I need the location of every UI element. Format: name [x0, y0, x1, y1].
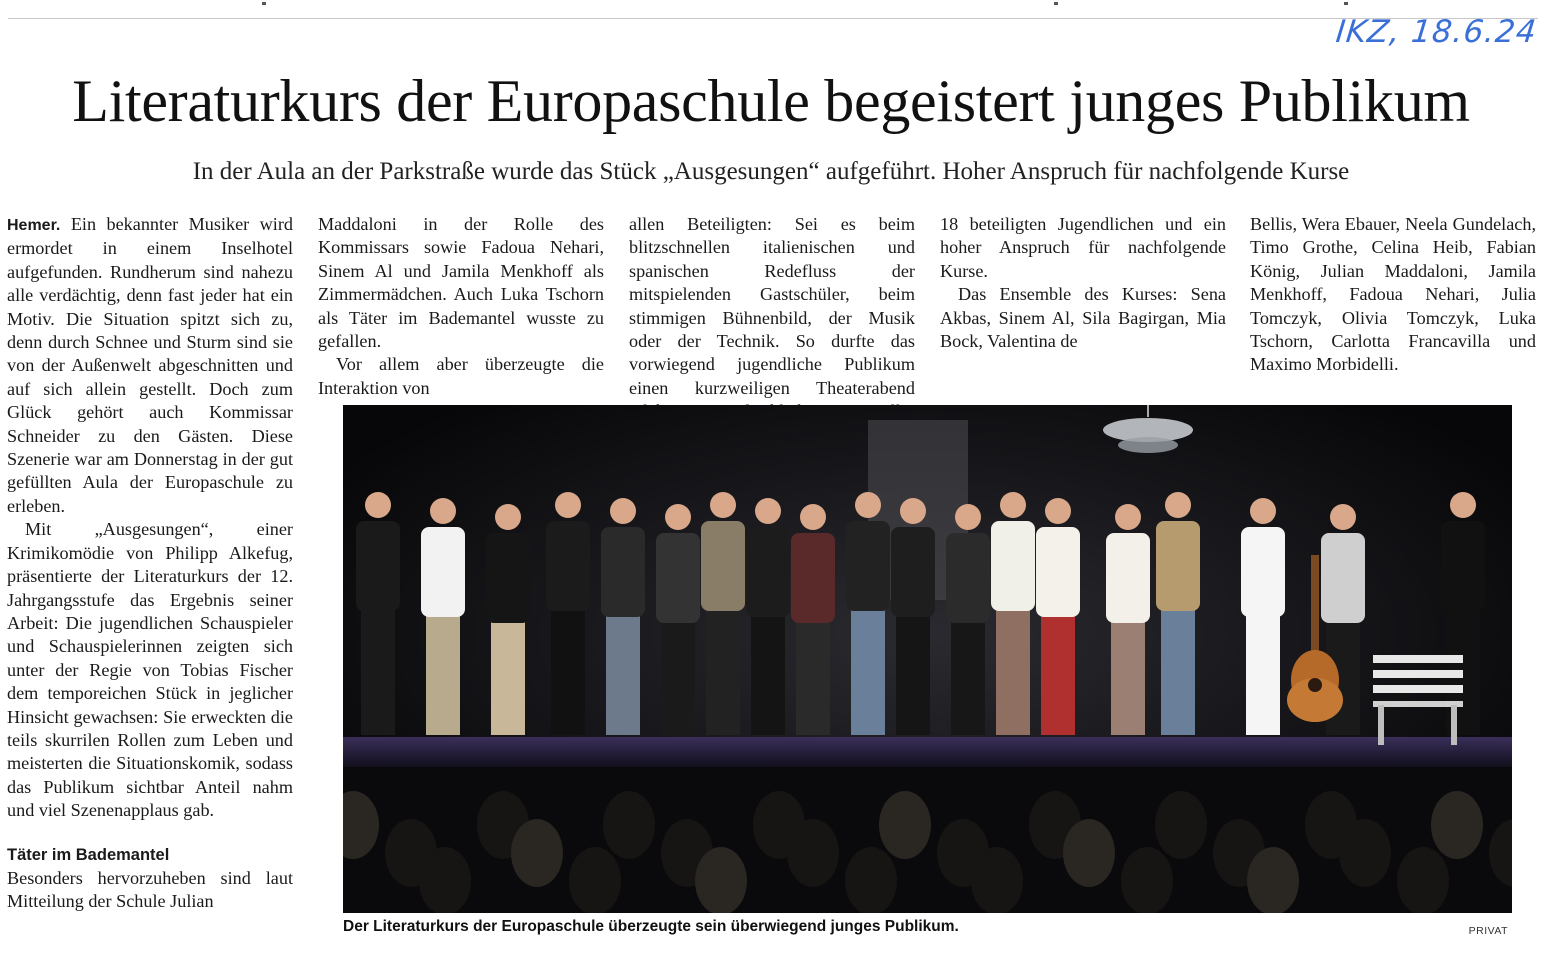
paragraph-5-end: Bellis, Wera Ebauer, Neela Gundelach, Timo Grothe, Celina Heib, Fabian König, Julian Maddaloni, Jamila Menkhoff, Fadoua Nehari, Julia Tomczyk, Olivia Tomczyk, Luka Tschorn, Carlotta Francavilla und Maximo Morbidelli.	[1250, 214, 1536, 375]
actor-figure	[421, 498, 465, 735]
actor-figure	[946, 504, 990, 735]
stage-edge	[343, 737, 1512, 767]
paragraph-1: Ein bekannter Musiker wird ermordet in einem Inselhotel aufgefunden. Rundherum sind nahezu alle verdächtig, denn fast jeder hat ein Motiv. Die Situation spitzt sich zu, denn durch Schnee und Sturm sind sie von der Außenwelt abgeschnitten und auf sich allein gestellt. Doch zum Glück gehört auch Kommissar Schneider zu den Gästen. Diese Szenerie war am Donnerstag in der gut gefüllten Aula der Europaschule zu erleben.	[7, 214, 294, 516]
paragraph-2: Mit „Ausgesungen“, einer Krimikomödie von Philipp Alkefug, präsentierte der Literaturkurs der 12. Jahrgangsstufe das Ergebnis seiner Arbeit: Die jugendlichen Schauspieler und Schauspielerinnen zeigten sich unter der Regie von Tobias Fischer dem temporeichen Stück in jeglicher Hinsicht gewachsen: Sie erweckten die teils skurrilen Rollen zum Leben und meisterten die Situationskomik, sodass das Publikum sichtbar Anteil nahm und viel Szenenapplaus gab.	[7, 519, 293, 821]
actor-figure	[891, 498, 935, 735]
audience-head	[603, 791, 655, 859]
audience-head	[1339, 819, 1391, 887]
actor-figure	[356, 492, 400, 735]
actor-figure	[1441, 492, 1485, 735]
paragraph-4-middle: allen Beteiligten: Sei es beim blitzschnellen italienischen und spanischen Redefluss der mitspielenden Gastschüler, beim stimmigen Bühnenbild, der Musik oder der Technik. So durfte das vorwiegend jugendliche Publikum einen kurzweiligen Theaterabend	[629, 214, 915, 398]
audience-head	[1155, 791, 1207, 859]
article-column-5	[1250, 213, 1536, 377]
audience-head	[419, 847, 471, 913]
clipped-text-fragment	[262, 2, 266, 5]
paragraph-5-start: Das Ensemble des Kurses: Sena Akbas, Sinem Al, Sila Bagirgan, Mia Bock, Valentina de	[940, 284, 1226, 352]
article-column-1	[7, 213, 293, 913]
audience-head	[845, 847, 897, 913]
actor-figure	[546, 492, 590, 735]
stage-photo	[343, 405, 1512, 913]
audience-head	[569, 847, 621, 913]
actor-figure	[1106, 504, 1150, 735]
article-column-2	[318, 213, 604, 400]
paragraph-3-end: Maddaloni in der Rolle des Kommissars sowie Fadoua Nehari, Sinem Al und Jamila Menkhoff als Zimmermädchen. Auch Luka Tschorn als Täter im Bademantel wusste zu gefallen.	[318, 214, 604, 352]
actor-figure	[656, 504, 700, 735]
paragraph-4-start: Vor allem aber überzeugte die Interaktion von	[318, 354, 604, 398]
photo-credit: PRIVAT	[1468, 925, 1508, 937]
actor-figure	[1156, 492, 1200, 735]
audience-head	[1247, 847, 1299, 913]
audience-head	[787, 819, 839, 887]
photo-caption: Der Literaturkurs der Europaschule überzeugte sein überwiegend junges Publikum.	[343, 918, 959, 935]
dateline: Hemer.	[7, 217, 61, 234]
crosshead: Täter im Bademantel	[7, 845, 170, 864]
actor-figure	[486, 504, 530, 735]
article-column-4	[940, 213, 1226, 353]
actor-figure	[846, 492, 890, 735]
headline: Literaturkurs der Europaschule begeistert junges Publikum	[72, 68, 1470, 134]
audience-head	[1431, 791, 1483, 859]
audience-head	[879, 791, 931, 859]
audience-head	[695, 847, 747, 913]
actor-figure	[991, 492, 1035, 735]
actor-figure	[1241, 498, 1285, 735]
actor-figure	[791, 504, 835, 735]
clipped-text-fragment	[1344, 2, 1348, 5]
audience-head	[1063, 819, 1115, 887]
paragraph-3-start: Besonders hervorzuheben sind laut Mitteilung der Schule Julian	[7, 867, 293, 911]
clipped-text-fragment	[1054, 2, 1058, 5]
actor-figure	[746, 498, 790, 735]
actor-figure	[1036, 498, 1080, 735]
audience-head	[971, 847, 1023, 913]
handwritten-date-note: IKZ, 18.6.24	[1334, 14, 1539, 50]
audience-head	[1121, 847, 1173, 913]
actor-figure	[701, 492, 745, 735]
subheadline: In der Aula an der Parkstraße wurde das Stück „Ausgesungen“ aufgeführt. Hoher Anspruch für nachfolgende Kurse	[192, 158, 1350, 185]
paragraph-4-end: 18 beteiligten Jugendlichen und ein hoher Anspruch für nachfolgende Kurse.	[940, 214, 1226, 281]
top-rule	[8, 0, 1538, 19]
actor-figure	[601, 498, 645, 735]
audience-head	[511, 819, 563, 887]
audience-head	[1397, 847, 1449, 913]
stage-photo-illustration	[343, 405, 1512, 913]
